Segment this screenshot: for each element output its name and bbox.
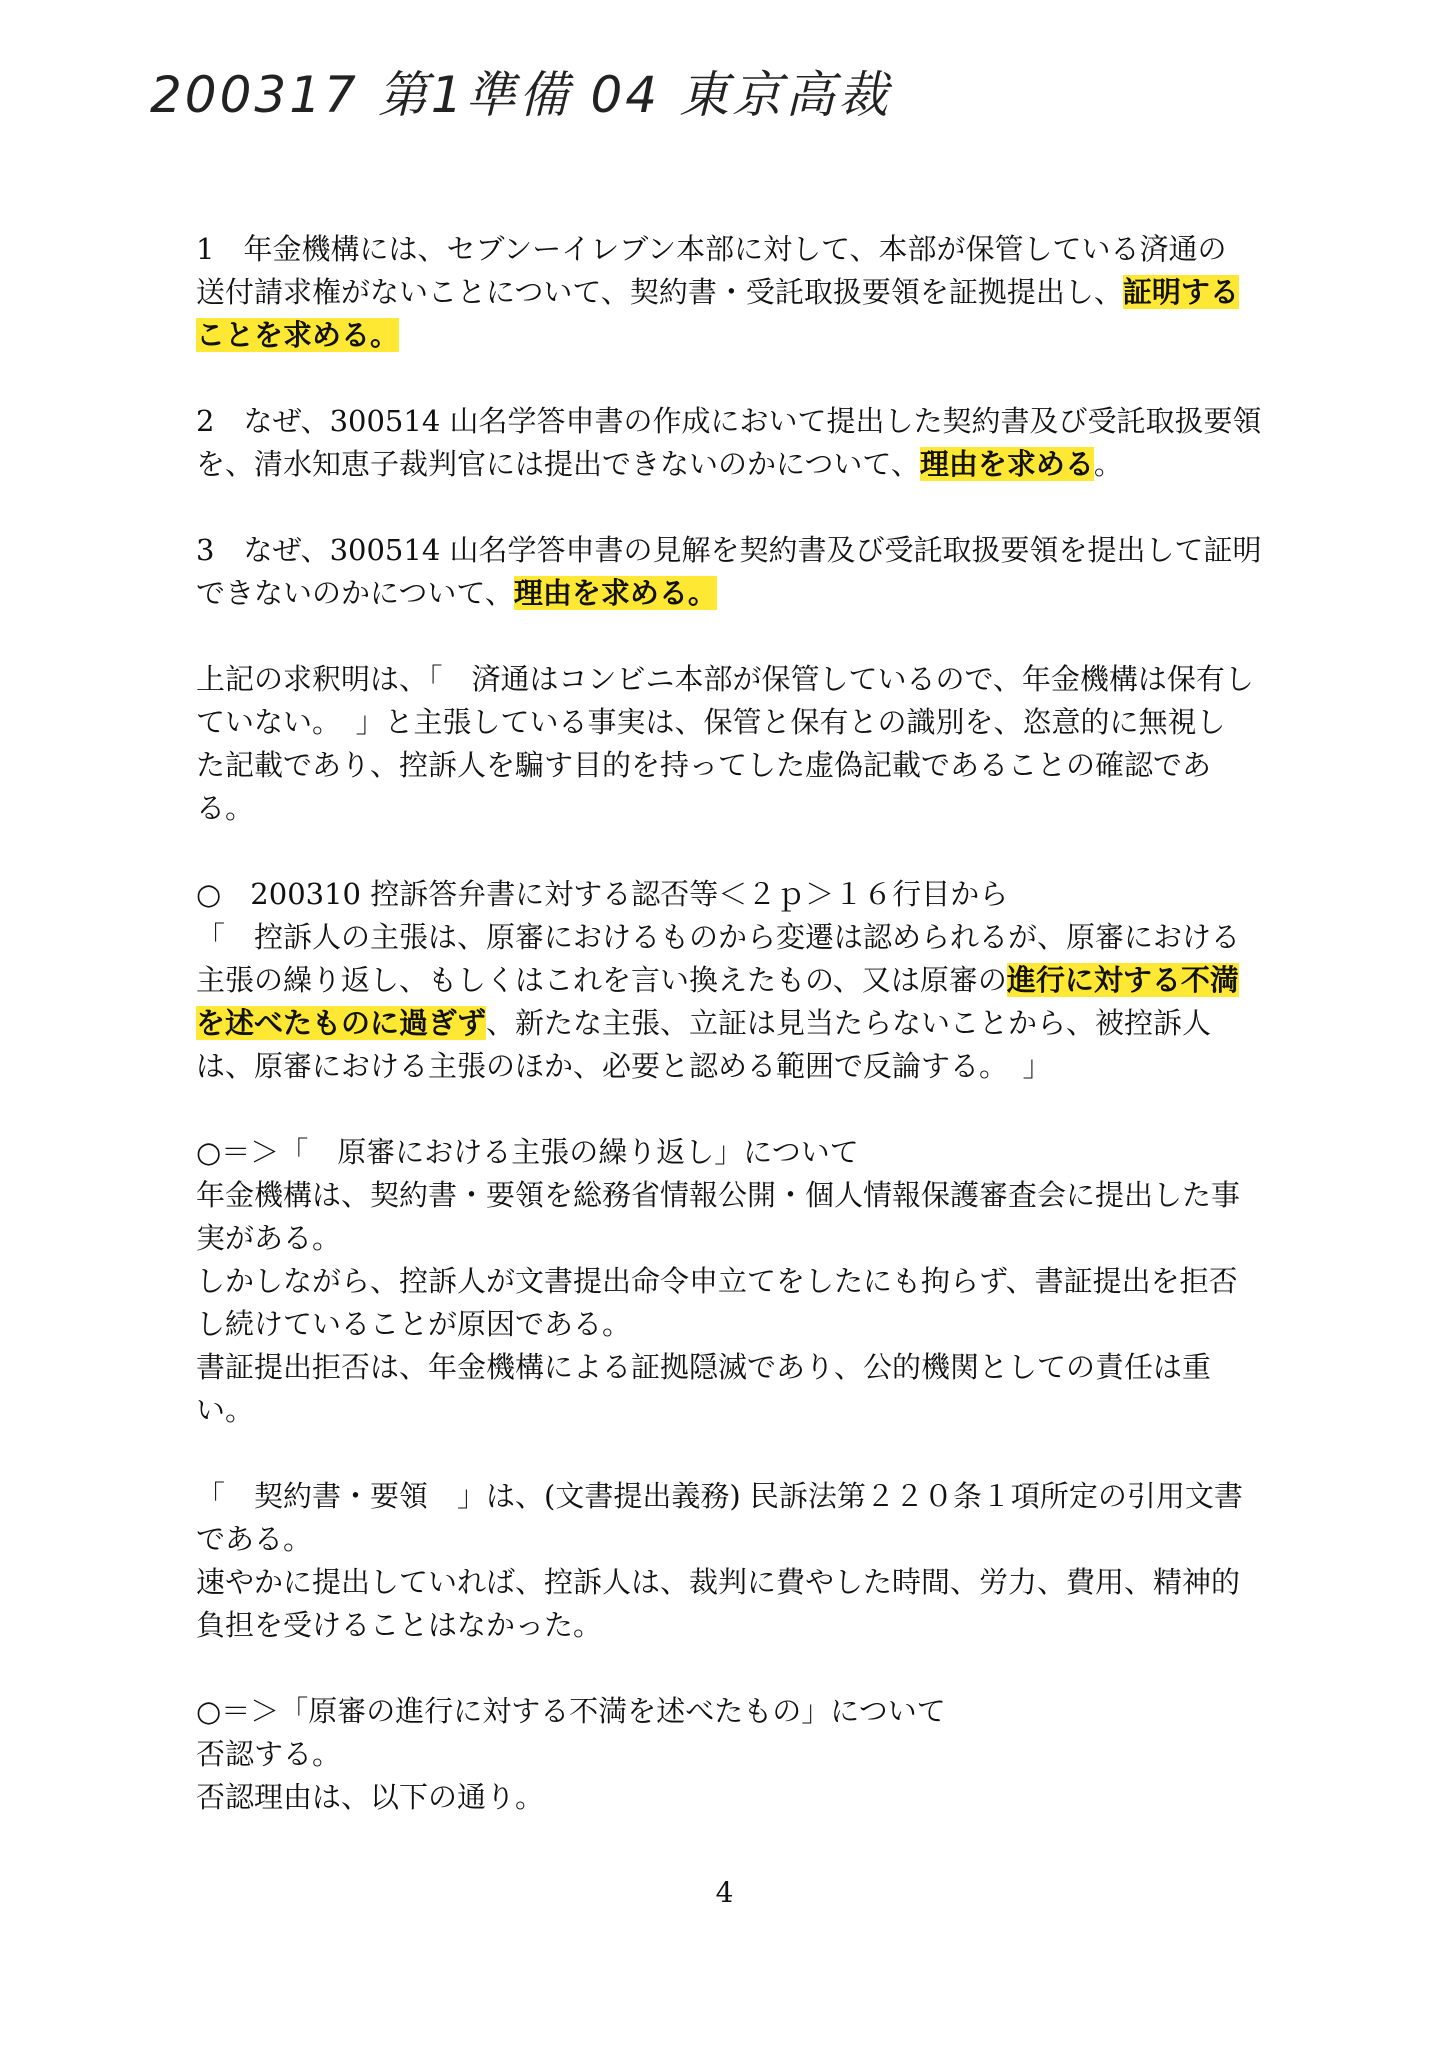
- highlighted-text: 理由を求める: [919, 447, 1094, 481]
- text-line: 速やかに提出していれば、控訴人は、裁判に費やした時間、労力、費用、精神的: [196, 1565, 1241, 1599]
- highlighted-text: 進行に対する不満: [1006, 963, 1239, 997]
- highlighted-text: 証明する: [1122, 275, 1239, 309]
- paragraph-8: [196, 1690, 1296, 1819]
- text-segment: を、清水知恵子裁判官には提出できないのかについて、: [196, 447, 920, 481]
- text-line: ていない。 」と主張している事実は、保管と保有との識別を、恣意的に無視し: [196, 705, 1226, 739]
- text-line: 1 年金機構には、セブンーイレブン本部に対して、本部が保管している済通の: [196, 232, 1227, 266]
- text-line: ○＝＞「 原審における主張の繰り返し」について: [196, 1135, 859, 1169]
- paragraph-1: [196, 228, 1296, 357]
- text-line: ○＝＞「原審の進行に対する不満を述べたもの」について: [196, 1694, 946, 1728]
- paragraph-7: [196, 1475, 1296, 1647]
- text-line: は、原審における主張のほか、必要と認める範囲で反論する。 」: [196, 1049, 1052, 1083]
- text-line: 上記の求釈明は、「 済通はコンビニ本部が保管しているので、年金機構は保有し: [196, 662, 1254, 696]
- paragraph-3: [196, 529, 1296, 615]
- text-line: 負担を受けることはなかった。: [196, 1608, 603, 1642]
- paragraph-5: [196, 873, 1296, 1088]
- text-line: [196, 314, 1296, 357]
- text-line: 「 契約書・要領 」は、(文書提出義務) 民訴法第２２０条１項所定の引用文書: [196, 1479, 1243, 1513]
- text-line: [196, 271, 1296, 314]
- text-segment: 送付請求権がないことについて、契約書・受託取扱要領を証拠提出し、: [196, 275, 1123, 309]
- text-line: である。: [196, 1522, 313, 1556]
- paragraph-2: [196, 400, 1296, 486]
- text-line: [196, 443, 1296, 486]
- paragraph-4: [196, 658, 1296, 830]
- text-line: し続けていることが原因である。: [196, 1307, 632, 1341]
- text-segment: 、新たな主張、立証は見当たらないことから、被控訴人: [486, 1006, 1212, 1040]
- text-line: [196, 959, 1296, 1002]
- text-line: い。: [196, 1393, 255, 1427]
- highlighted-text: ことを求める。: [196, 318, 400, 352]
- text-segment: 主張の繰り返し、もしくはこれを言い換えたもの、又は原審の: [196, 963, 1007, 997]
- text-line: 「 控訴人の主張は、原審におけるものから変遷は認められるが、原審における: [196, 920, 1241, 954]
- text-line: 実がある。: [196, 1221, 342, 1255]
- text-segment: 。: [1093, 447, 1123, 481]
- text-line: 書証提出拒否は、年金機構による証拠隠滅であり、公的機関としての責任は重: [196, 1350, 1212, 1384]
- text-line: ○ 200310 控訴答弁書に対する認否等＜２ｐ＞１６行目から: [196, 877, 1009, 911]
- text-line: [196, 572, 1296, 615]
- page-number: 4: [715, 1876, 734, 1909]
- handwritten-annotation: 200317 第1準備 04 東京高裁: [150, 66, 891, 124]
- text-line: 年金機構は、契約書・要領を総務省情報公開・個人情報保護審査会に提出した事: [196, 1178, 1241, 1212]
- text-line: 否認する。: [196, 1737, 342, 1771]
- text-line: しかしながら、控訴人が文書提出命令申立てをしたにも拘らず、書証提出を拒否: [196, 1264, 1238, 1298]
- highlighted-text: を述べたものに過ぎず: [196, 1006, 487, 1040]
- text-segment: できないのかについて、: [196, 576, 514, 610]
- text-line: た記載であり、控訴人を騙す目的を持ってした虚偽記載であることの確認であ: [196, 748, 1212, 782]
- text-line: 2 なぜ、300514 山名学答申書の作成において提出した契約書及び受託取扱要領: [196, 404, 1262, 438]
- text-line: [196, 1002, 1296, 1045]
- highlighted-text: 理由を求める。: [513, 576, 717, 610]
- paragraph-6: [196, 1131, 1296, 1432]
- document-body: [196, 228, 1296, 1862]
- text-line: 否認理由は、以下の通り。: [196, 1780, 545, 1814]
- text-line: る。: [196, 791, 255, 825]
- text-line: 3 なぜ、300514 山名学答申書の見解を契約書及び受託取扱要領を提出して証明: [196, 533, 1262, 567]
